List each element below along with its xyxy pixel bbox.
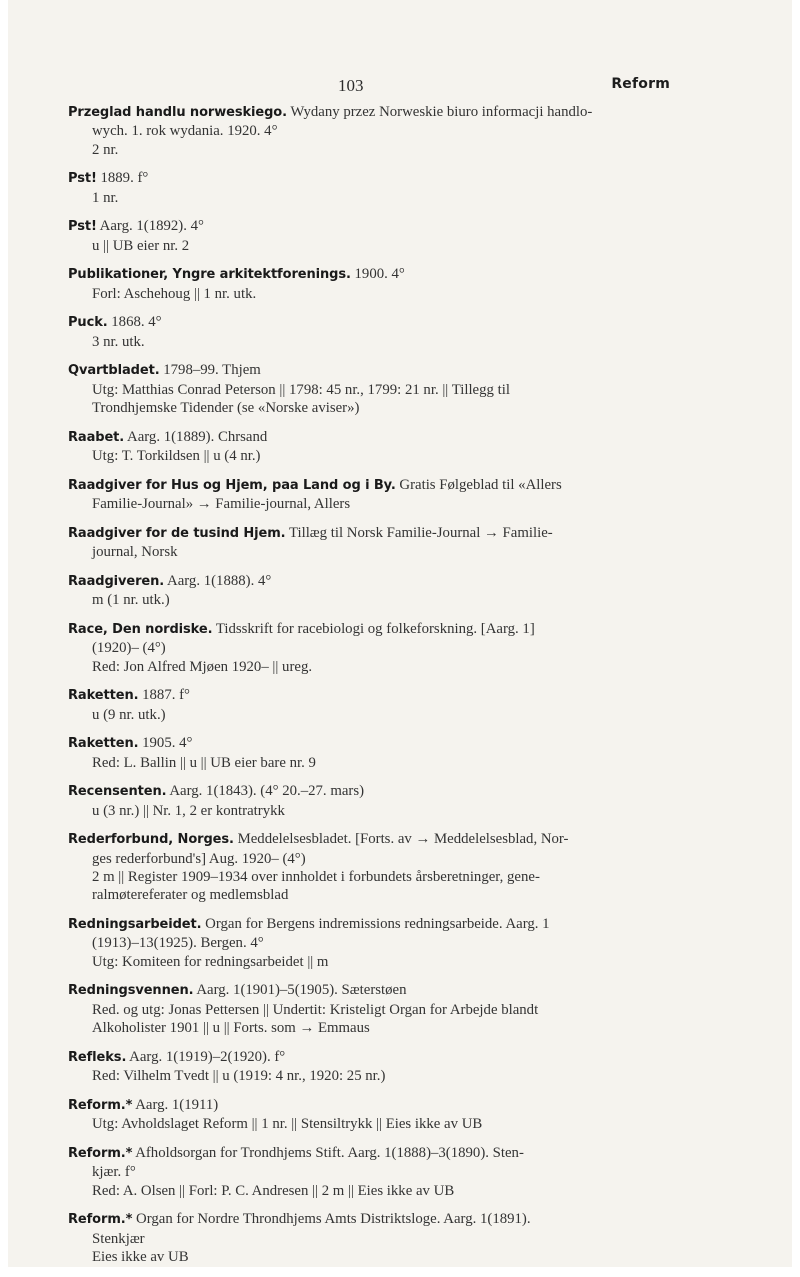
entry-text: Organ for Nordre Throndhjems Amts Distriktsloge. Aarg. 1(1891). (132, 1211, 531, 1228)
entry-first-line (68, 572, 668, 591)
entry-continuation-line (68, 1182, 668, 1200)
entry-headword: Raketten. (68, 688, 139, 704)
entry-first-line (68, 313, 668, 332)
entry-headword: Raadgiver for de tusind Hjem. (68, 525, 286, 541)
catalog-entry (68, 1048, 668, 1086)
entry-text: Utg: Komiteen for redningsarbeidet || m (92, 953, 329, 970)
entry-headword: Raabet. (68, 429, 125, 445)
entry-text: wych. 1. rok wydania. 1920. 4° (92, 123, 278, 140)
catalog-entry (68, 915, 668, 971)
catalog-entry (68, 265, 668, 303)
entry-text: u || UB eier nr. 2 (92, 237, 190, 254)
entry-text: Gratis Følgeblad til «Allers (395, 476, 562, 493)
entry-continuation-line (68, 658, 668, 676)
entry-text: Alkoholister 1901 || u || Forts. som → Emmaus (92, 1020, 370, 1037)
catalog-entry (68, 103, 668, 159)
entry-headword: Qvartbladet. (68, 363, 160, 379)
entry-continuation-line (68, 1067, 668, 1085)
entry-first-line (68, 217, 668, 236)
catalog-entry (68, 217, 668, 255)
entry-continuation-line (68, 381, 668, 399)
entry-text: Aarg. 1(1901)–5(1905). Sæterstøen (193, 982, 407, 999)
entry-first-line (68, 103, 668, 122)
entry-text: Utg: Avholdslaget Reform || 1 nr. || Stensiltrykk || Eies ikke av UB (92, 1116, 483, 1133)
entry-first-line (68, 476, 668, 495)
entry-headword: Reform.* (68, 1212, 133, 1228)
entry-text: journal, Norsk (92, 544, 178, 561)
entry-text: 1 nr. (92, 189, 119, 206)
entry-continuation-line (68, 886, 668, 904)
catalog-entry (68, 361, 668, 417)
entry-first-line (68, 686, 668, 705)
entry-first-line (68, 428, 668, 447)
entry-first-line (68, 1210, 668, 1229)
entry-text: Stenkjær (92, 1230, 145, 1247)
entry-continuation-line (68, 447, 668, 465)
entry-continuation-line (68, 1001, 668, 1019)
catalog-entry (68, 1144, 668, 1200)
page-header (8, 76, 792, 100)
entry-first-line (68, 1048, 668, 1067)
entry-text: ralmøtereferater og medlemsblad (92, 887, 289, 904)
entry-text: Afholdsorgan for Trondhjems Stift. Aarg. 1(1888)–3(1890). Sten- (132, 1144, 524, 1161)
entry-continuation-line (68, 495, 668, 513)
entry-text: Red: L. Ballin || u || UB eier bare nr. 9 (92, 754, 316, 771)
entry-headword: Recensenten. (68, 784, 167, 800)
entry-first-line (68, 830, 668, 849)
entry-text: Tillæg til Norsk Familie-Journal → Familie- (285, 524, 553, 541)
entry-text: Utg: Matthias Conrad Peterson || 1798: 45 nr., 1799: 21 nr. || Tillegg til (92, 381, 510, 398)
entry-text: u (3 nr.) || Nr. 1, 2 er kontratrykk (92, 802, 285, 819)
entry-headword: Raketten. (68, 736, 139, 752)
entry-continuation-line (68, 934, 668, 952)
entry-first-line (68, 265, 668, 284)
entry-text: 1887. f° (138, 687, 190, 704)
catalog-entry (68, 476, 668, 514)
entry-text: u (9 nr. utk.) (92, 706, 166, 723)
entry-first-line (68, 524, 668, 543)
entry-continuation-line (68, 399, 668, 417)
entry-text: 1868. 4° (107, 314, 162, 331)
entry-continuation-line (68, 333, 668, 351)
entry-continuation-line (68, 706, 668, 724)
catalog-entry (68, 686, 668, 724)
entry-text: Eies ikke av UB (92, 1249, 189, 1266)
catalog-entry (68, 428, 668, 466)
entry-text: 3 nr. utk. (92, 333, 145, 350)
entry-continuation-line (68, 1019, 668, 1037)
entry-continuation-line (68, 141, 668, 159)
entry-headword: Reform.* (68, 1145, 133, 1161)
entry-headword: Przeglad handlu norweskiego. (68, 105, 287, 120)
entry-continuation-line (68, 639, 668, 657)
entry-text: 1900. 4° (350, 266, 405, 283)
entry-continuation-line (68, 953, 668, 971)
entry-continuation-line (68, 237, 668, 255)
catalog-entry (68, 734, 668, 772)
catalog-entry (68, 620, 668, 676)
entry-continuation-line (68, 1248, 668, 1266)
entry-text: (1920)– (4°) (92, 640, 166, 657)
entry-text: Aarg. 1(1843). (4° 20.–27. mars) (166, 783, 365, 800)
entry-first-line (68, 361, 668, 380)
entry-first-line (68, 782, 668, 801)
entry-first-line (68, 169, 668, 188)
entry-text: 2 nr. (92, 141, 119, 158)
entry-list (68, 103, 668, 1277)
entry-text: 2 m || Register 1909–1934 over innholdet i forbundets årsberetninger, gene- (92, 869, 540, 886)
entry-headword: Raadgiveren. (68, 573, 165, 589)
entry-text: m (1 nr. utk.) (92, 592, 170, 609)
entry-continuation-line (68, 1163, 668, 1181)
entry-text: 1889. f° (96, 170, 149, 187)
entry-text: Red: A. Olsen || Forl: P. C. Andresen || 2 m || Eies ikke av UB (92, 1182, 455, 1199)
entry-headword: Raadgiver for Hus og Hjem, paa Land og i By. (68, 477, 396, 493)
entry-headword: Publikationer, Yngre arkitektforenings. (68, 267, 351, 283)
entry-text: Red. og utg: Jonas Pettersen || Undertit: Kristeligt Organ for Arbejde blandt (92, 1001, 539, 1018)
catalog-entry (68, 313, 668, 351)
entry-text: 1905. 4° (138, 735, 193, 752)
catalog-entry (68, 169, 668, 207)
entry-text: Aarg. 1(1892). 4° (96, 218, 204, 235)
entry-headword: Pst! (68, 219, 97, 235)
catalog-entry (68, 524, 668, 562)
entry-text: Familie-Journal» → Familie-journal, Allers (92, 496, 351, 513)
entry-continuation-line (68, 802, 668, 820)
entry-text: Trondhjemske Tidender (se «Norske aviser») (92, 400, 360, 417)
entry-continuation-line (68, 591, 668, 609)
catalog-entry (68, 572, 668, 610)
entry-text: Red: Vilhelm Tvedt || u (1919: 4 nr., 1920: 25 nr.) (92, 1068, 386, 1085)
entry-text: kjær. f° (92, 1164, 136, 1181)
catalog-entry (68, 1210, 668, 1266)
entry-headword: Puck. (68, 315, 108, 331)
entry-text: Organ for Bergens indremissions redningsarbeide. Aarg. 1 (201, 916, 550, 933)
catalog-entry (68, 981, 668, 1037)
entry-continuation-line (68, 122, 668, 140)
entry-first-line (68, 915, 668, 934)
entry-first-line (68, 620, 668, 639)
catalog-entry (68, 1096, 668, 1134)
entry-headword: Redningsvennen. (68, 983, 194, 999)
entry-text: Red: Jon Alfred Mjøen 1920– || ureg. (92, 658, 313, 675)
entry-continuation-line (68, 850, 668, 868)
entry-first-line (68, 734, 668, 753)
entry-text: Meddelelsesbladet. [Forts. av → Meddelelsesblad, Nor- (233, 831, 569, 848)
entry-text: Aarg. 1(1888). 4° (164, 572, 272, 589)
entry-continuation-line (68, 189, 668, 207)
entry-text: Aarg. 1(1889). Chrsand (124, 428, 268, 445)
entry-continuation-line (68, 1230, 668, 1248)
entry-continuation-line (68, 285, 668, 303)
entry-continuation-line (68, 868, 668, 886)
catalog-entry (68, 830, 668, 905)
entry-headword: Refleks. (68, 1049, 127, 1065)
entry-headword: Redningsarbeidet. (68, 917, 202, 933)
entry-text: (1913)–13(1925). Bergen. 4° (92, 935, 264, 952)
entry-first-line (68, 1096, 668, 1115)
entry-headword: Reform.* (68, 1097, 133, 1113)
entry-first-line (68, 1144, 668, 1163)
entry-text: 1798–99. Thjem (159, 362, 261, 379)
entry-text: Wydany przez Norweskie biuro informacji handlo- (286, 104, 593, 120)
entry-headword: Race, Den nordiske. (68, 621, 213, 637)
catalog-entry (68, 782, 668, 820)
entry-first-line (68, 981, 668, 1000)
entry-headword: Rederforbund, Norges. (68, 832, 234, 848)
page-number: 103 (338, 76, 364, 95)
entry-text: Aarg. 1(1919)–2(1920). f° (126, 1048, 286, 1065)
entry-headword: Pst! (68, 171, 97, 187)
entry-text: Aarg. 1(1911) (132, 1096, 219, 1113)
entry-continuation-line (68, 543, 668, 561)
catalog-page (8, 0, 792, 1267)
entry-text: ges rederforbund's] Aug. 1920– (4°) (92, 850, 306, 867)
entry-text: Tidsskrift for racebiologi og folkeforskning. [Aarg. 1] (212, 620, 535, 637)
running-head: Reform (611, 76, 670, 92)
entry-continuation-line (68, 1115, 668, 1133)
entry-text: Utg: T. Torkildsen || u (4 nr.) (92, 448, 261, 465)
entry-continuation-line (68, 754, 668, 772)
entry-text: Forl: Aschehoug || 1 nr. utk. (92, 285, 257, 302)
